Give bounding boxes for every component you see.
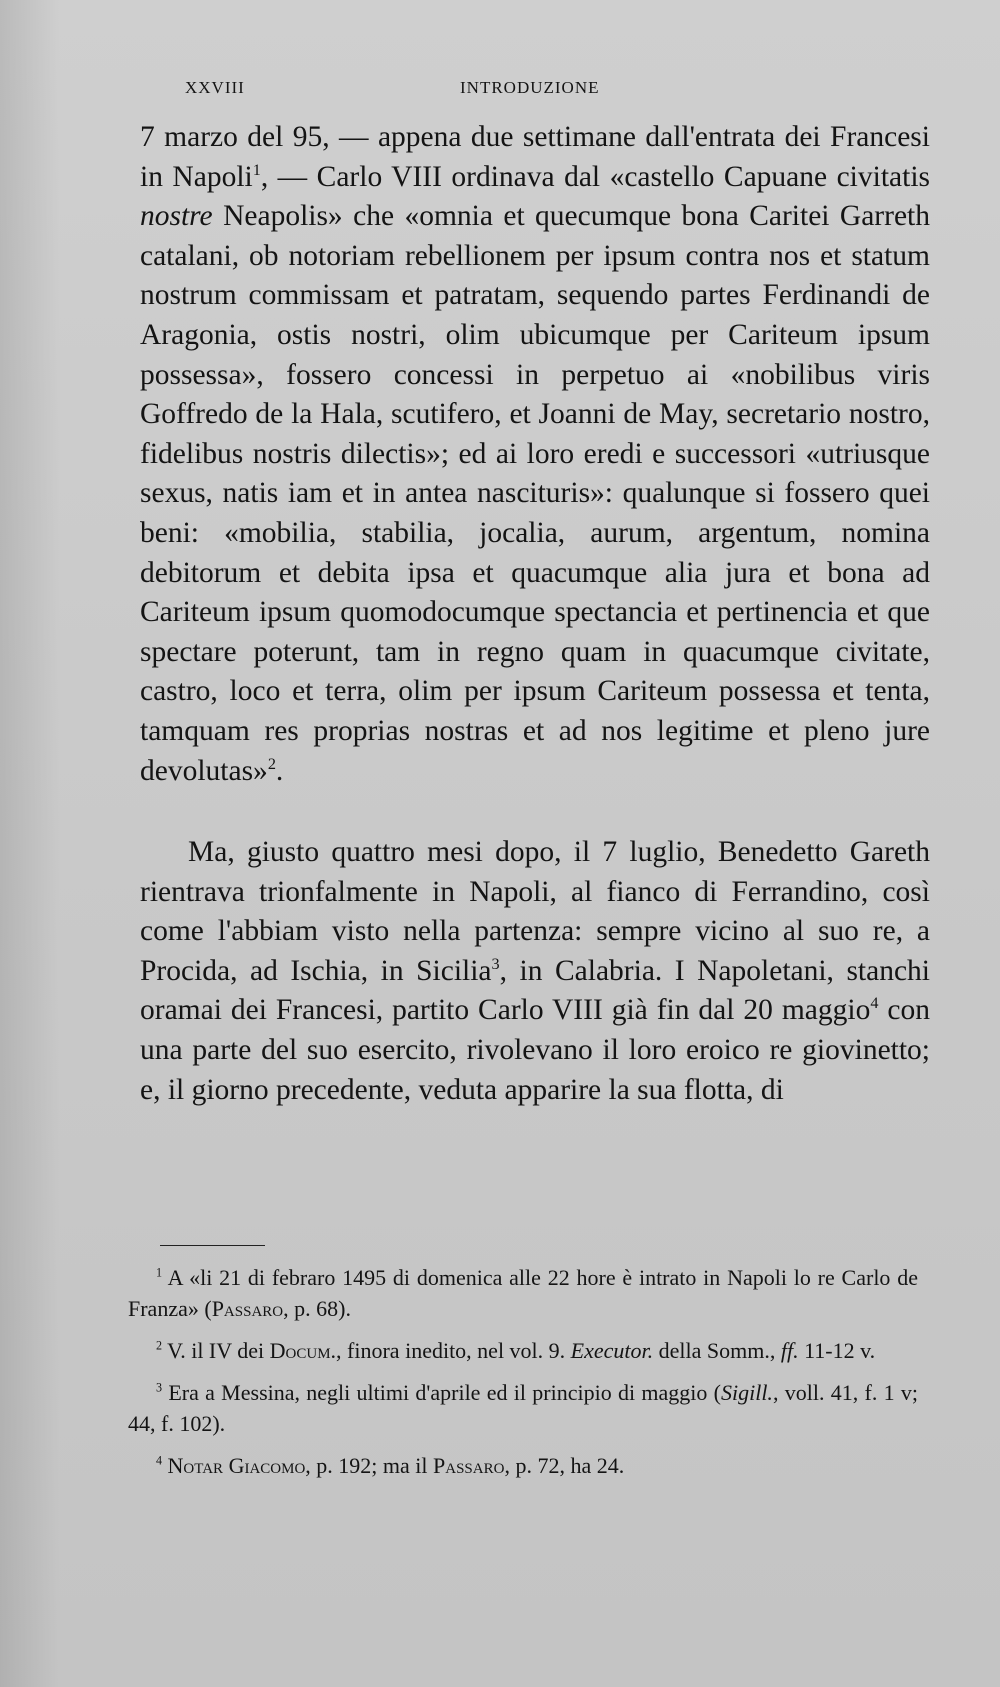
paragraph-2-text: , in Calabria. I Napoletani, stanchi oramai dei Francesi, partito Carlo VIII già fin dal 20 maggio [140, 954, 931, 1027]
footnote-ref-4: 4 [870, 994, 879, 1013]
footnote-text: 11-12 v. [798, 1338, 876, 1363]
footnote-ref-1: 1 [252, 160, 261, 179]
footnote-text: , finora inedito, nel vol. 9. [336, 1338, 571, 1363]
footnote-author: Notar Giacomo [167, 1453, 306, 1478]
footnote-1 [128, 1262, 918, 1324]
page-number: XXVIII [185, 78, 245, 97]
footnotes [128, 1262, 918, 1492]
footnote-ref-3: 3 [491, 955, 500, 974]
footnote-text: , p. 68). [283, 1296, 351, 1321]
footnote-rule [160, 1245, 265, 1246]
footnote-3 [128, 1377, 918, 1439]
footnote-author: Passaro [211, 1296, 284, 1321]
footnote-source: Docum. [269, 1338, 337, 1363]
footnote-mark: 4 [156, 1453, 163, 1468]
main-text [140, 118, 930, 1110]
footnote-text: V. il IV dei [167, 1338, 270, 1363]
footnote-mark: 1 [156, 1265, 163, 1280]
footnote-4 [128, 1450, 918, 1481]
footnote-author: Passaro [433, 1453, 505, 1478]
footnote-text: A «li 21 di febraro 1495 di domenica alle 22 hore è intrato in Napoli lo re Carlo de Franza» ( [128, 1265, 918, 1321]
paragraph-1-italic: nostre [140, 200, 213, 233]
footnote-mark: 2 [156, 1338, 163, 1353]
paragraph-1-text: Neapolis» che «omnia et quecumque bona Caritei Garreth catalani, ob notoriam rebellionem per ipsum contra nos et statum nostrum commissam et patratam, sequendo partes Ferdinandi de Aragonia, ostis nostri, olim ubicumque per Cariteum ipsum possessa», fossero concessi in perpetuo ai «nobilibus viris Goffredo de la Hala, scutifero, et Joanni de May, secretario nostro, fidelibus nostris dilectis»; ed ai loro eredi e successori «utriusque sexus, natis iam et in antea nascituris»: qualunque si fossero quei beni: «mobilia, stabilia, jocalia, aurum, argentum, nomina debitorum et debita ipsa et quacumque alia jura et bona ad Cariteum ipsum quomodocumque spectancia et pertinencia et que spectare poterunt, tam in regno quam in quacumque civitate, castro, loco et terra, olim per ipsum Cariteum possessa et tenta, tamquam res proprias nostras et ad nos legitime et pleno jure devolutas» [140, 200, 930, 787]
paragraph-2 [140, 833, 930, 1110]
running-title: INTRODUZIONE [460, 78, 600, 97]
paragraph-1 [140, 118, 930, 791]
footnote-italic: Executor. [570, 1338, 654, 1363]
footnote-text: della Somm., [653, 1338, 781, 1363]
footnote-2 [128, 1335, 918, 1366]
footnote-italic: Sigill. [720, 1380, 773, 1405]
paragraph-2-text: Ma, giusto quattro mesi dopo, il 7 luglio, Benedetto Gareth rientrava trionfalmente in Napoli, al fianco di Ferrandino, così come l'abbiam visto nella partenza: sempre vicino al suo re, a Procida, ad Ischia, in Sicilia [140, 836, 930, 987]
footnote-italic: ff. [780, 1338, 799, 1363]
footnote-text: Era a Messina, negli ultimi d'aprile ed il principio di maggio ( [168, 1380, 721, 1405]
paragraph-1-text: 7 marzo del 95, — appena due settimane dall'entrata dei Francesi in Napoli [140, 121, 930, 193]
footnote-text: , p. 192; ma il [305, 1453, 434, 1478]
footnote-text: , p. 72, ha 24. [504, 1453, 625, 1478]
paragraph-2-text: con una parte del suo esercito, rivolevano il loro eroico re giovinetto; e, il giorno precedente, veduta apparire la sua flotta, di [140, 994, 930, 1106]
paragraph-1-text: , — Carlo VIII ordinava dal «castello Capuane civitatis [260, 160, 930, 193]
running-head [185, 78, 930, 108]
paragraph-1-end: . [275, 754, 284, 787]
footnote-mark: 3 [156, 1380, 163, 1395]
footnote-ref-2: 2 [267, 754, 276, 773]
footnote-text: , voll. 41, f. 1 v; 44, f. 102). [128, 1380, 919, 1436]
